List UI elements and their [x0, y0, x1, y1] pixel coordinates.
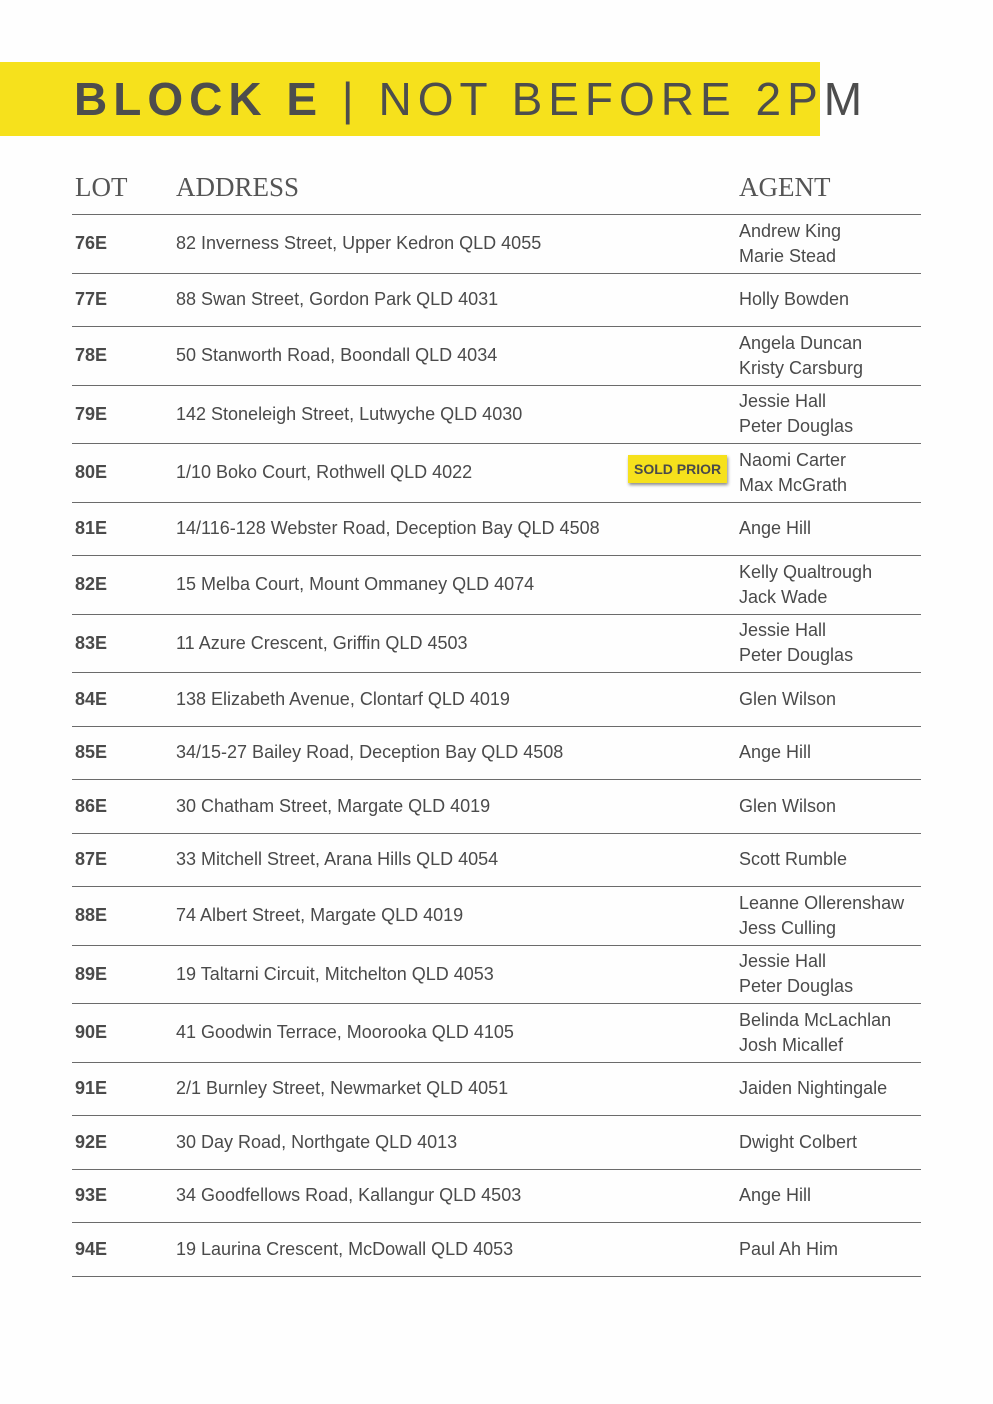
agent-name: Peter Douglas — [739, 416, 854, 437]
block-title — [74, 62, 868, 136]
lot-number: 86E — [75, 795, 108, 816]
agent-name: Ange Hill — [739, 518, 812, 539]
property-address: 74 Albert Street, Margate QLD 4019 — [176, 905, 464, 926]
lot-number: 88E — [75, 905, 108, 926]
agent-name: Angela Duncan — [739, 332, 863, 353]
agent-name: Jess Culling — [739, 917, 837, 938]
property-address: 88 Swan Street, Gordon Park QLD 4031 — [176, 289, 499, 310]
table-row — [72, 1004, 921, 1063]
agent-name: Jack Wade — [739, 586, 828, 607]
table-row — [72, 615, 921, 674]
table-row — [72, 503, 921, 557]
property-address: 19 Laurina Crescent, McDowall QLD 4053 — [176, 1238, 514, 1259]
agent-name: Josh Micallef — [739, 1034, 844, 1055]
property-address: 19 Taltarni Circuit, Mitchelton QLD 4053 — [176, 963, 494, 984]
property-address: 11 Azure Crescent, Griffin QLD 4503 — [176, 632, 468, 653]
property-address: 41 Goodwin Terrace, Moorooka QLD 4105 — [176, 1022, 514, 1043]
agent-name: Jessie Hall — [739, 620, 827, 641]
lot-number: 82E — [75, 574, 108, 595]
agent-name: Jaiden Nightingale — [739, 1078, 888, 1099]
agent-list — [739, 946, 853, 1004]
block-title-time: NOT BEFORE 2PM — [378, 73, 869, 125]
block-title-separator: | — [341, 73, 360, 125]
property-address: 30 Chatham Street, Margate QLD 4019 — [176, 795, 491, 816]
table-row — [72, 1223, 921, 1277]
agent-list — [739, 1004, 891, 1062]
agent-list — [739, 215, 841, 273]
agent-list — [739, 1223, 838, 1276]
agent-name: Leanne Ollerenshaw — [739, 892, 905, 913]
property-address: 142 Stoneleigh Street, Lutwyche QLD 4030 — [176, 403, 523, 424]
table-row — [72, 887, 921, 946]
property-address: 2/1 Burnley Street, Newmarket QLD 4051 — [176, 1078, 509, 1099]
table-row — [72, 1063, 921, 1117]
property-address: 15 Melba Court, Mount Ommaney QLD 4074 — [176, 574, 535, 595]
header-agent: AGENT — [739, 172, 831, 202]
block-banner — [0, 62, 869, 136]
agent-name: Dwight Colbert — [739, 1131, 858, 1152]
agent-name: Jessie Hall — [739, 391, 827, 412]
lot-number: 83E — [75, 632, 108, 653]
header-address: ADDRESS — [176, 172, 300, 202]
block-title-bold: BLOCK E — [74, 73, 323, 125]
property-address: 50 Stanworth Road, Boondall QLD 4034 — [176, 345, 498, 366]
agent-list — [739, 673, 836, 726]
agent-name: Marie Stead — [739, 245, 837, 266]
agent-name: Kelly Qualtrough — [739, 561, 873, 582]
agent-list — [739, 1116, 857, 1169]
agent-name: Max McGrath — [739, 474, 848, 495]
lot-number: 77E — [75, 289, 108, 310]
table-row — [72, 386, 921, 445]
agent-list — [739, 327, 863, 385]
agent-name: Holly Bowden — [739, 289, 850, 310]
agent-name: Jessie Hall — [739, 951, 827, 972]
table-row — [72, 1170, 921, 1224]
agent-name: Belinda McLachlan — [739, 1009, 892, 1030]
property-address: 82 Inverness Street, Upper Kedron QLD 4055 — [176, 233, 542, 254]
agent-list — [739, 386, 853, 444]
agent-name: Peter Douglas — [739, 645, 854, 666]
auction-table — [72, 160, 921, 1277]
lot-number: 76E — [75, 233, 108, 254]
lot-number: 91E — [75, 1078, 108, 1099]
table-row — [72, 780, 921, 834]
property-address: 1/10 Boko Court, Rothwell QLD 4022 — [176, 462, 473, 483]
agent-list — [739, 556, 872, 614]
agent-name: Glen Wilson — [739, 688, 837, 709]
agent-name: Ange Hill — [739, 742, 812, 763]
table-body — [72, 215, 921, 1277]
header-lot: LOT — [75, 172, 128, 202]
lot-number: 87E — [75, 849, 108, 870]
agent-list — [739, 1063, 887, 1116]
agent-name: Naomi Carter — [739, 449, 847, 470]
agent-list — [739, 615, 853, 673]
sold-prior-badge: SOLD PRIOR — [628, 455, 727, 483]
lot-number: 78E — [75, 345, 108, 366]
agent-name: Paul Ah Him — [739, 1238, 839, 1259]
property-address: 34 Goodfellows Road, Kallangur QLD 4503 — [176, 1185, 522, 1206]
property-address: 14/116-128 Webster Road, Deception Bay QLD 4508 — [176, 518, 600, 539]
property-address: 34/15-27 Bailey Road, Deception Bay QLD 4508 — [176, 742, 564, 763]
lot-number: 94E — [75, 1238, 108, 1259]
agent-name: Ange Hill — [739, 1185, 812, 1206]
lot-number: 85E — [75, 742, 108, 763]
table-row — [72, 444, 921, 503]
table-row — [72, 327, 921, 386]
property-address: 138 Elizabeth Avenue, Clontarf QLD 4019 — [176, 688, 510, 709]
table-row — [72, 215, 921, 274]
agent-list — [739, 780, 836, 833]
lot-number: 81E — [75, 518, 108, 539]
property-address: 30 Day Road, Northgate QLD 4013 — [176, 1131, 458, 1152]
agent-name: Andrew King — [739, 220, 842, 241]
lot-number: 90E — [75, 1022, 108, 1043]
table-row — [72, 673, 921, 727]
agent-name: Glen Wilson — [739, 795, 837, 816]
table-row — [72, 556, 921, 615]
agent-name: Kristy Carsburg — [739, 357, 864, 378]
agent-list — [739, 1170, 811, 1223]
lot-number: 79E — [75, 403, 108, 424]
lot-number: 84E — [75, 688, 108, 709]
property-address: 33 Mitchell Street, Arana Hills QLD 4054 — [176, 849, 499, 870]
agent-list — [739, 887, 904, 945]
table-row — [72, 1116, 921, 1170]
agent-name: Peter Douglas — [739, 976, 854, 997]
table-row — [72, 834, 921, 888]
agent-list — [739, 727, 811, 780]
agent-list — [739, 834, 847, 887]
table-header — [72, 160, 921, 215]
agent-name: Scott Rumble — [739, 849, 848, 870]
lot-number: 92E — [75, 1131, 108, 1152]
table-row — [72, 946, 921, 1005]
agent-list — [739, 444, 847, 502]
lot-number: 80E — [75, 462, 108, 483]
lot-number: 89E — [75, 963, 108, 984]
lot-number: 93E — [75, 1185, 108, 1206]
agent-list — [739, 274, 849, 327]
table-row — [72, 274, 921, 328]
agent-list — [739, 503, 811, 556]
table-row — [72, 727, 921, 781]
